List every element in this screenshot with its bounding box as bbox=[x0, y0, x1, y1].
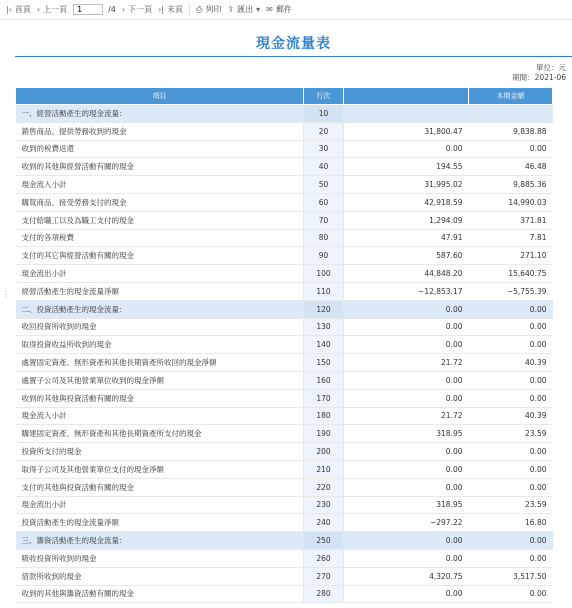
row-amount-current: 0.00 bbox=[469, 371, 553, 389]
report-title: 現金流量表 bbox=[256, 36, 331, 52]
table-row bbox=[16, 318, 553, 336]
period-label: 期間：2021-06 bbox=[512, 73, 566, 82]
row-line-number: 220 bbox=[304, 478, 344, 496]
last-page-label: 末頁 bbox=[167, 5, 184, 14]
row-item-name: 支付的各項稅費 bbox=[16, 229, 304, 247]
row-amount-current: 0.00 bbox=[469, 443, 553, 461]
row-line-number: 70 bbox=[304, 211, 344, 229]
table-row bbox=[16, 336, 553, 354]
first-page-label: 首頁 bbox=[14, 5, 31, 14]
row-item-name: 處置固定資產、無形資產和其他長期資產所收回的現金淨額 bbox=[16, 354, 304, 372]
row-amount-1: 47.91 bbox=[344, 229, 469, 247]
row-line-number: 170 bbox=[304, 389, 344, 407]
row-item-name: 取得投資收益所收到的現金 bbox=[16, 336, 304, 354]
table-header-row bbox=[16, 88, 553, 105]
row-amount-current: 46.48 bbox=[469, 158, 553, 176]
row-item-name: 取得子公司及其他營業單位支付的現金淨額 bbox=[16, 460, 304, 478]
row-amount-current: 9,838.88 bbox=[469, 122, 553, 140]
row-item-name: 借款所收到的現金 bbox=[16, 567, 304, 585]
row-amount-current: 9,885.36 bbox=[469, 176, 553, 194]
table-row bbox=[16, 176, 553, 194]
row-amount-1: 1,294.09 bbox=[344, 211, 469, 229]
print-button[interactable] bbox=[196, 4, 221, 15]
table-row bbox=[16, 549, 553, 567]
table-row bbox=[16, 354, 553, 372]
row-amount-current: 40.39 bbox=[469, 354, 553, 372]
export-label: 匯出 bbox=[237, 5, 254, 14]
next-page-button[interactable] bbox=[122, 4, 152, 15]
row-amount-current: 0.00 bbox=[469, 336, 553, 354]
row-item-name: 二、投資活動產生的現金流量： bbox=[16, 300, 304, 318]
row-amount-1: −297.22 bbox=[344, 514, 469, 532]
row-item-name: 現金流入小計 bbox=[16, 407, 304, 425]
table-row bbox=[16, 211, 553, 229]
row-line-number: 260 bbox=[304, 549, 344, 567]
row-item-name: 支付的其他與投資活動有關的現金 bbox=[16, 478, 304, 496]
row-line-number: 210 bbox=[304, 460, 344, 478]
row-item-name: 吸收投資所收到的現金 bbox=[16, 549, 304, 567]
table-row bbox=[16, 460, 553, 478]
table-body bbox=[16, 105, 553, 603]
row-line-number: 110 bbox=[304, 282, 344, 300]
row-item-name: 銷售商品、提供勞務收到的現金 bbox=[16, 122, 304, 140]
header-col1 bbox=[344, 88, 469, 105]
row-line-number: 200 bbox=[304, 443, 344, 461]
row-amount-1: 0.00 bbox=[344, 532, 469, 550]
row-amount-current: 0.00 bbox=[469, 549, 553, 567]
row-item-name: 投資所支付的現金 bbox=[16, 443, 304, 461]
table-row bbox=[16, 407, 553, 425]
row-item-name: 支付給職工以及為職工支付的現金 bbox=[16, 211, 304, 229]
chevron-down-icon: ▾ bbox=[256, 5, 261, 14]
row-amount-1: 587.60 bbox=[344, 247, 469, 265]
table-row bbox=[16, 122, 553, 140]
mail-label: 郵件 bbox=[275, 5, 292, 14]
report-toolbar bbox=[0, 0, 572, 20]
next-page-label: 下一頁 bbox=[128, 5, 153, 14]
row-item-name: 投資活動產生的現金流量淨額 bbox=[16, 514, 304, 532]
table-row bbox=[16, 532, 553, 550]
prev-page-label: 上一頁 bbox=[43, 5, 68, 14]
print-icon: ⎙ bbox=[196, 4, 203, 14]
row-amount-current: 15,640.75 bbox=[469, 265, 553, 283]
prev-page-button[interactable] bbox=[37, 4, 67, 15]
row-item-name: 收到的稅費返還 bbox=[16, 140, 304, 158]
row-amount-current: 40.39 bbox=[469, 407, 553, 425]
table-row bbox=[16, 585, 553, 603]
row-item-name: 現金流入小計 bbox=[16, 176, 304, 194]
row-amount-current: 371.81 bbox=[469, 211, 553, 229]
last-page-icon: ›| bbox=[158, 5, 165, 14]
row-line-number: 140 bbox=[304, 336, 344, 354]
page-total: /4 bbox=[108, 5, 116, 14]
table-row bbox=[16, 229, 553, 247]
table-row bbox=[16, 265, 553, 283]
table-row bbox=[16, 105, 553, 123]
row-amount-1: 21.72 bbox=[344, 407, 469, 425]
row-amount-1: −12,853.17 bbox=[344, 282, 469, 300]
row-amount-current: 0.00 bbox=[469, 389, 553, 407]
cash-flow-table bbox=[15, 87, 553, 603]
row-amount-current bbox=[469, 105, 553, 123]
row-item-name: 現金流出小計 bbox=[16, 265, 304, 283]
row-item-name: 收到的其他與籌資活動有關的現金 bbox=[16, 585, 304, 603]
row-item-name: 三、籌資活動產生的現金流量： bbox=[16, 532, 304, 550]
export-icon: ⇪ bbox=[227, 5, 235, 14]
row-item-name: 收回投資所收到的現金 bbox=[16, 318, 304, 336]
row-amount-1: 0.00 bbox=[344, 460, 469, 478]
row-amount-current: 0.00 bbox=[469, 318, 553, 336]
row-amount-1 bbox=[344, 105, 469, 123]
row-item-name: 支付的其它與經營活動有關的現金 bbox=[16, 247, 304, 265]
table-row bbox=[16, 389, 553, 407]
row-amount-1: 31,995.02 bbox=[344, 176, 469, 194]
row-line-number: 120 bbox=[304, 300, 344, 318]
row-amount-current: 0.00 bbox=[469, 140, 553, 158]
row-item-name: 收到的其他與經營活動有關的現金 bbox=[16, 158, 304, 176]
row-item-name: 經營活動產生的現金流量淨額 bbox=[16, 282, 304, 300]
row-amount-1: 4,320.75 bbox=[344, 567, 469, 585]
row-amount-1: 44,848.20 bbox=[344, 265, 469, 283]
row-line-number: 250 bbox=[304, 532, 344, 550]
row-line-number: 30 bbox=[304, 140, 344, 158]
page-number-input[interactable] bbox=[73, 4, 103, 15]
header-line: 行次 bbox=[304, 88, 344, 105]
row-amount-1: 0.00 bbox=[344, 549, 469, 567]
row-line-number: 180 bbox=[304, 407, 344, 425]
row-item-name: 購建固定資產、無形資產和其他長期資產所支付的現金 bbox=[16, 425, 304, 443]
next-page-icon: › bbox=[121, 5, 126, 14]
print-label: 列印 bbox=[205, 5, 222, 14]
row-item-name: 現金流出小計 bbox=[16, 496, 304, 514]
report-meta bbox=[15, 63, 572, 83]
header-current: 本期金額 bbox=[469, 88, 553, 105]
row-line-number: 90 bbox=[304, 247, 344, 265]
first-page-icon: |‹ bbox=[6, 5, 12, 14]
title-area bbox=[15, 19, 572, 59]
export-button[interactable] bbox=[227, 4, 260, 15]
table-row bbox=[16, 514, 553, 532]
row-amount-1: 0.00 bbox=[344, 371, 469, 389]
row-line-number: 280 bbox=[304, 585, 344, 603]
row-line-number: 190 bbox=[304, 425, 344, 443]
row-line-number: 130 bbox=[304, 318, 344, 336]
row-amount-current: 7.81 bbox=[469, 229, 553, 247]
row-amount-1: 318.95 bbox=[344, 496, 469, 514]
first-page-button[interactable] bbox=[6, 4, 31, 15]
last-page-button[interactable] bbox=[158, 4, 183, 15]
row-amount-1: 0.00 bbox=[344, 478, 469, 496]
drag-handle-icon[interactable]: ⋮ bbox=[2, 290, 10, 299]
row-amount-1: 21.72 bbox=[344, 354, 469, 372]
table-row bbox=[16, 140, 553, 158]
row-line-number: 150 bbox=[304, 354, 344, 372]
row-amount-current: 0.00 bbox=[469, 460, 553, 478]
table-row bbox=[16, 282, 553, 300]
row-amount-1: 194.55 bbox=[344, 158, 469, 176]
table-row bbox=[16, 247, 553, 265]
header-item: 項目 bbox=[16, 88, 304, 105]
row-amount-current: 16.80 bbox=[469, 514, 553, 532]
toolbar-divider bbox=[189, 5, 190, 15]
table-row bbox=[16, 371, 553, 389]
row-amount-1: 0.00 bbox=[344, 389, 469, 407]
table-row bbox=[16, 425, 553, 443]
row-amount-current: −5,755.39 bbox=[469, 282, 553, 300]
row-amount-1: 42,918.59 bbox=[344, 193, 469, 211]
row-item-name: 收到的其他與投資活動有關的現金 bbox=[16, 389, 304, 407]
mail-icon: ✉ bbox=[266, 5, 273, 14]
table-row bbox=[16, 443, 553, 461]
row-line-number: 10 bbox=[304, 105, 344, 123]
row-amount-current: 0.00 bbox=[469, 478, 553, 496]
row-item-name: 購買商品、接受勞務支付的現金 bbox=[16, 193, 304, 211]
row-item-name: 處置子公司及其他營業單位收到的現金淨額 bbox=[16, 371, 304, 389]
row-item-name: 一、經營活動產生的現金流量： bbox=[16, 105, 304, 123]
prev-page-icon: ‹ bbox=[36, 5, 41, 14]
table-row bbox=[16, 193, 553, 211]
row-amount-1: 0.00 bbox=[344, 140, 469, 158]
row-line-number: 20 bbox=[304, 122, 344, 140]
row-amount-current: 23.59 bbox=[469, 496, 553, 514]
row-line-number: 50 bbox=[304, 176, 344, 194]
row-line-number: 240 bbox=[304, 514, 344, 532]
unit-label: 單位：元 bbox=[536, 63, 566, 72]
row-amount-1: 0.00 bbox=[344, 443, 469, 461]
row-line-number: 40 bbox=[304, 158, 344, 176]
report-page bbox=[15, 19, 572, 603]
row-amount-1: 0.00 bbox=[344, 318, 469, 336]
row-amount-current: 3,517.50 bbox=[469, 567, 553, 585]
title-divider bbox=[15, 56, 572, 57]
row-amount-current: 0.00 bbox=[469, 585, 553, 603]
row-line-number: 60 bbox=[304, 193, 344, 211]
mail-button[interactable] bbox=[266, 4, 292, 15]
table-row bbox=[16, 300, 553, 318]
table-row bbox=[16, 158, 553, 176]
table-row bbox=[16, 496, 553, 514]
row-amount-1: 0.00 bbox=[344, 300, 469, 318]
row-amount-current: 14,990.03 bbox=[469, 193, 553, 211]
table-row bbox=[16, 567, 553, 585]
row-amount-current: 0.00 bbox=[469, 532, 553, 550]
row-amount-current: 0.00 bbox=[469, 300, 553, 318]
row-line-number: 80 bbox=[304, 229, 344, 247]
row-amount-1: 318.95 bbox=[344, 425, 469, 443]
row-amount-1: 0.00 bbox=[344, 585, 469, 603]
table-row bbox=[16, 478, 553, 496]
row-amount-current: 271.10 bbox=[469, 247, 553, 265]
row-amount-1: 0.00 bbox=[344, 336, 469, 354]
row-line-number: 230 bbox=[304, 496, 344, 514]
row-line-number: 270 bbox=[304, 567, 344, 585]
row-amount-current: 23.59 bbox=[469, 425, 553, 443]
row-line-number: 160 bbox=[304, 371, 344, 389]
row-amount-1: 31,800.47 bbox=[344, 122, 469, 140]
row-line-number: 100 bbox=[304, 265, 344, 283]
